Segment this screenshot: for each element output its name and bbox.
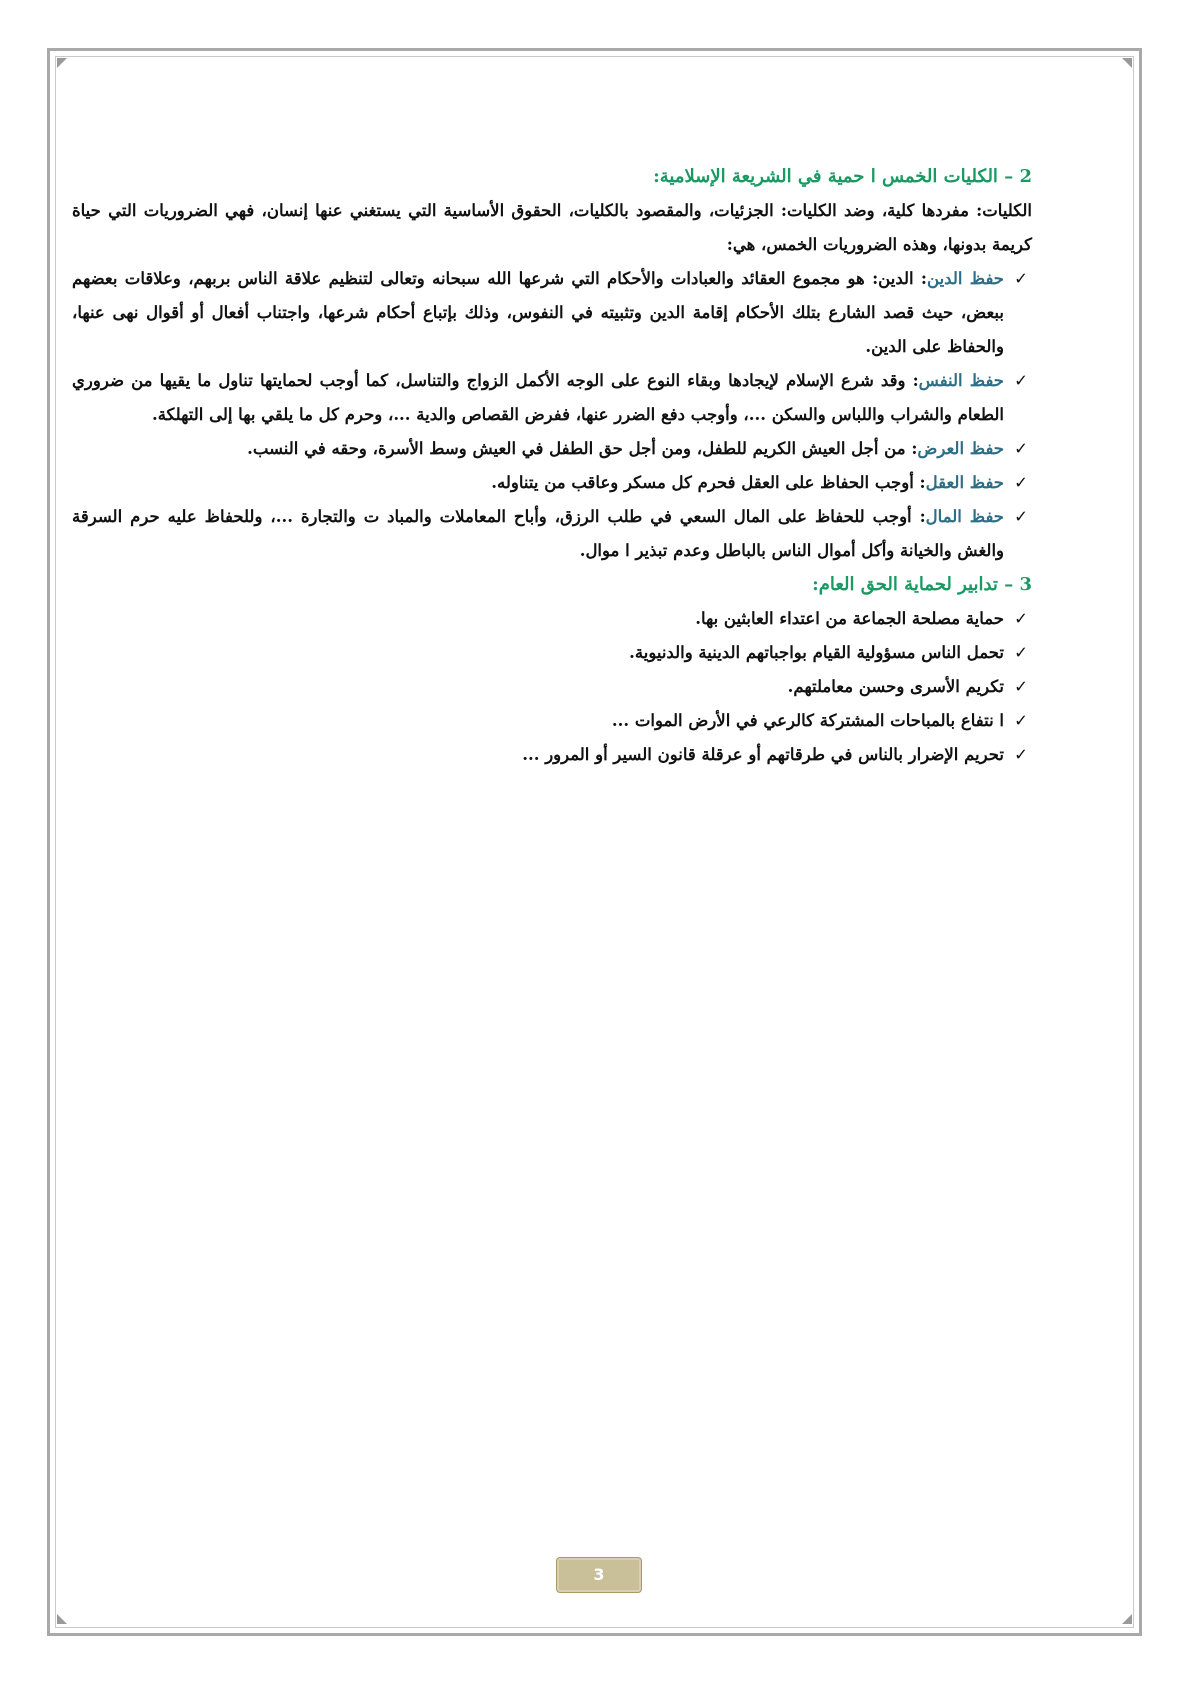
item-term: حفظ العقل [925,473,1004,492]
item-text: : الدين: هو مجموع العقائد والعبادات والأحكام التي شرعها الله سبحانه وتعالى لتنظيم علاقة الناس بربهم، وعلاقات بعضهم ببعض، حيث قصد الشارع بتلك الأحكام إقامة الدين وتثبيته في النفوس، وذلك بإتباع أحكام شرعها، واجتناب أفعال أو أقوال نهى عنها، والحفاظ على الدين. [72,269,1004,356]
list-item [72,738,1032,772]
check-icon: ✓ [1014,677,1028,696]
check-icon: ✓ [1014,643,1028,662]
check-icon: ✓ [1014,609,1028,628]
list-item [72,670,1032,704]
item-term: حفظ النفس [918,371,1004,390]
item-text: : من أجل العيش الكريم للطفل، ومن أجل حق الطفل في العيش وسط الأسرة، وحقه في النسب. [247,439,918,458]
check-icon: ✓ [1014,507,1028,526]
item-term: حفظ المال [925,507,1005,526]
list-item [72,500,1032,568]
check-icon: ✓ [1014,269,1028,288]
section-2-list [72,262,1032,568]
item-text: ا نتفاع بالمباحات المشتركة كالرعي في الأرض الموات ... [611,711,1004,730]
page-number-badge: 3 [556,1557,642,1593]
check-icon: ✓ [1014,711,1028,730]
item-term: حفظ الدين [927,269,1004,288]
section-3-list [72,602,1032,772]
section-3-heading: 3 – تدابير لحماية الحق العام: [812,574,1032,595]
check-icon: ✓ [1014,473,1028,492]
check-icon: ✓ [1014,371,1028,390]
list-item [72,602,1032,636]
list-item [72,636,1032,670]
page-content [72,160,1032,772]
corner-ornament-bottom-right [1122,1614,1132,1624]
item-text: تحريم الإضرار بالناس في طرقاتهم أو عرقلة قانون السير أو المرور ... [522,745,1004,764]
list-item [72,466,1032,500]
item-text: : أوجب للحفاظ على المال السعي في طلب الرزق، وأباح المعاملات والمباد ت والتجارة ...، وللحفاظ عليه حرم السرقة والغش والخيانة وأكل أموال الناس بالباطل وعدم تبذير ا موال. [72,507,1004,560]
check-icon: ✓ [1014,745,1028,764]
item-text: تكريم الأسرى وحسن معاملتهم. [787,677,1004,696]
corner-ornament-bottom-left [57,1614,67,1624]
list-item [72,432,1032,466]
item-text: حماية مصلحة الجماعة من اعتداء العابثين بها. [695,609,1004,628]
corner-ornament-top-left [57,58,67,68]
list-item [72,364,1032,432]
item-text: تحمل الناس مسؤولية القيام بواجباتهم الدينية والدنيوية. [629,643,1004,662]
list-item [72,262,1032,364]
corner-ornament-top-right [1122,58,1132,68]
item-term: حفظ العرض [917,439,1004,458]
check-icon: ✓ [1014,439,1028,458]
item-text: : وقد شرع الإسلام لإيجادها وبقاء النوع على الوجه الأكمل الزواج والتناسل، كما أوجب لحمايتها تناول ما يقيها من ضروري الطعام والشراب واللباس والسكن ...، وأوجب دفع الضرر عنها، ففرض القصاص والدية ...، وحرم كل ما يلقي بها إلى التهلكة. [72,371,1004,424]
list-item [72,704,1032,738]
item-text: : أوجب الحفاظ على العقل فحرم كل مسكر وعاقب من يتناوله. [491,473,926,492]
section-2-intro: الكليات: مفردها كلية، وضد الكليات: الجزئيات، والمقصود بالكليات، الحقوق الأساسية التي يستغني عنها إنسان، فهي الضروريات التي حياة كريمة بدونها، وهذه الضروريات الخمس، هي: [72,201,1032,254]
section-2-heading: 2 – الكليات الخمس ا حمية في الشريعة الإسلامية: [653,166,1032,187]
